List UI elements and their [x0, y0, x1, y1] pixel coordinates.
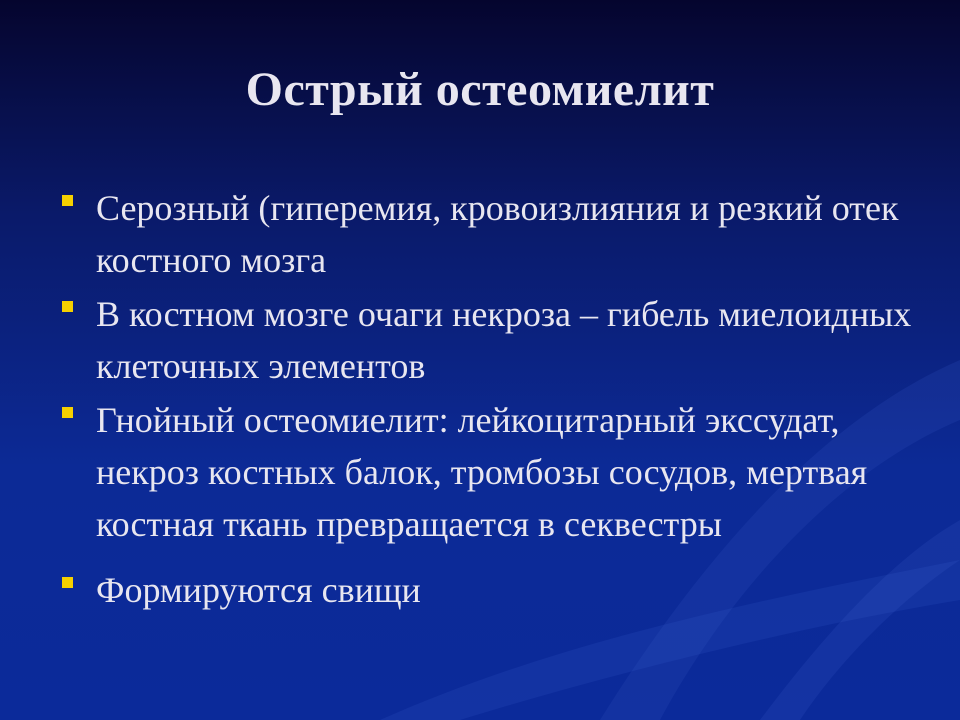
square-bullet-icon	[62, 577, 73, 588]
bullet-text: Серозный (гиперемия, кровоизлияния и резкий отек костного мозга	[96, 188, 899, 280]
bullet-item	[58, 564, 918, 616]
bullet-item	[58, 394, 918, 550]
slide-title: Острый остеомиелит	[245, 63, 715, 116]
bullet-text: Формируются свищи	[96, 570, 421, 610]
bullet-list	[58, 182, 918, 618]
bullet-item	[58, 288, 918, 392]
bullet-text: В костном мозге очаги некроза – гибель миелоидных клеточных элементов	[96, 294, 912, 386]
bullet-item	[58, 182, 918, 286]
bullet-text: Гнойный остеомиелит: лейкоцитарный экссудат, некроз костных балок, тромбозы сосудов, мертвая костная ткань превращается в секвестры	[96, 400, 868, 544]
square-bullet-icon	[62, 195, 73, 206]
square-bullet-icon	[62, 301, 73, 312]
square-bullet-icon	[62, 407, 73, 418]
